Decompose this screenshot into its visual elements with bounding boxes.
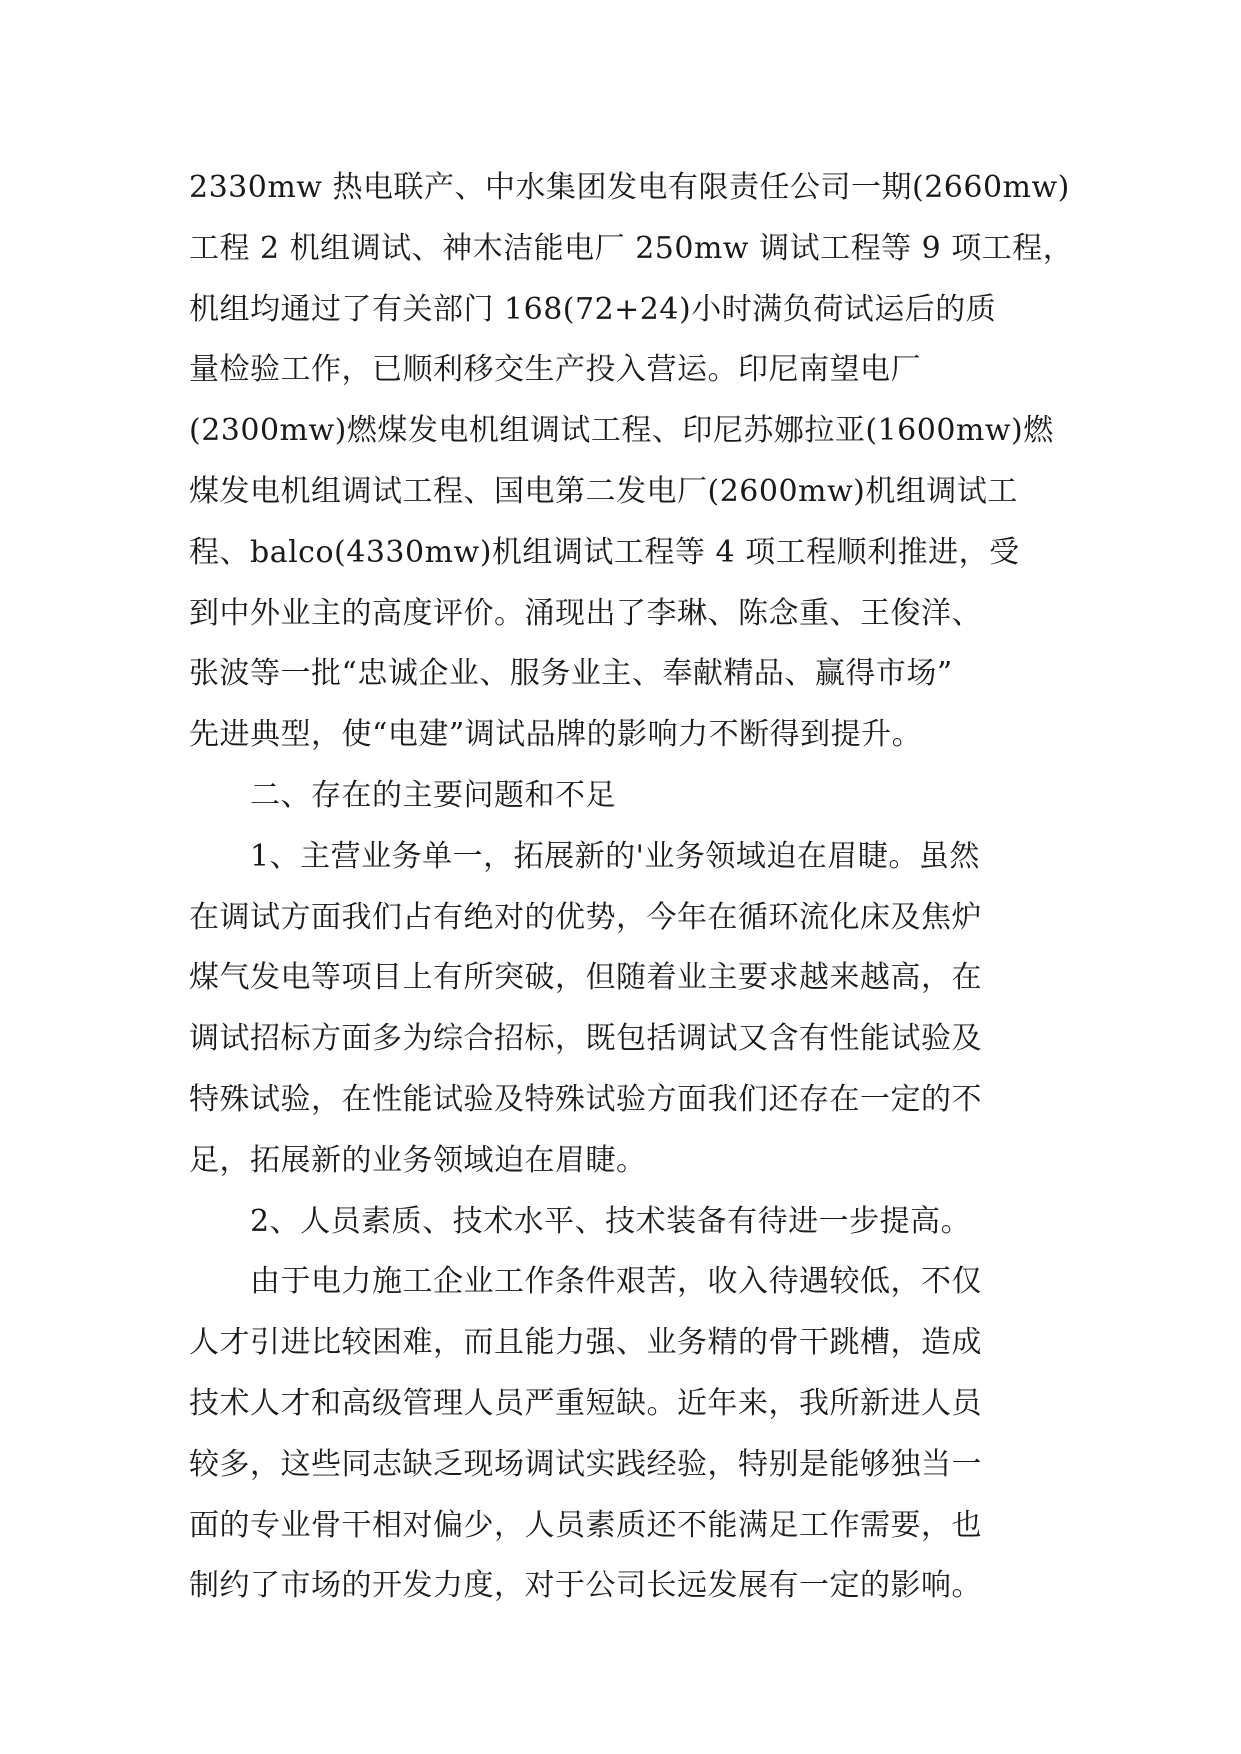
text-line: 到中外业主的高度评价。涌现出了李琳、陈念重、王俊洋、 xyxy=(189,595,982,631)
text-line: 机组均通过了有关部门 168(72+24)小时满负荷试运后的质 xyxy=(189,291,997,327)
text-line: 张波等一批“忠诚企业、服务业主、奉献精品、赢得市场” xyxy=(189,656,953,692)
text-line: 调试招标方面多为综合招标，既包括调试又含有性能试验及 xyxy=(189,1021,982,1057)
body-text xyxy=(189,158,1074,1617)
text-line: 由于电力施工企业工作条件艰苦，收入待遇较低，不仅 xyxy=(189,1264,982,1300)
text-line: 技术人才和高级管理人员严重短缺。近年来，我所新进人员 xyxy=(189,1385,982,1421)
text-line: 制约了市场的开发力度，对于公司长远发展有一定的影响。 xyxy=(189,1568,982,1604)
text-line: 特殊试验，在性能试验及特殊试验方面我们还存在一定的不 xyxy=(189,1081,982,1117)
text-line: 面的专业骨干相对偏少，人员素质还不能满足工作需要，也 xyxy=(189,1507,982,1543)
text-line: 人才引进比较困难，而且能力强、业务精的骨干跳槽，造成 xyxy=(189,1325,982,1361)
text-line: 工程 2 机组调试、神木洁能电厂 250mw 调试工程等 9 项工程， xyxy=(189,230,1074,266)
text-line: 较多，这些同志缺乏现场调试实践经验，特别是能够独当一 xyxy=(189,1446,982,1482)
text-line: 量检验工作，已顺利移交生产投入营运。印尼南望电厂 xyxy=(189,352,921,388)
text-line: 在调试方面我们占有绝对的优势，今年在循环流化床及焦炉 xyxy=(189,899,982,935)
text-line: 先进典型，使“电建”调试品牌的影响力不断得到提升。 xyxy=(189,717,923,753)
text-line: 足，拓展新的业务领域迫在眉睫。 xyxy=(189,1142,647,1178)
section-heading: 二、存在的主要问题和不足 xyxy=(189,777,616,813)
text-line: 程、balco(4330mw)机组调试工程等 4 项工程顺利推进，受 xyxy=(189,534,1020,570)
text-line: 煤气发电等项目上有所突破，但随着业主要求越来越高，在 xyxy=(189,960,982,996)
text-line: 煤发电机组调试工程、国电第二发电厂(2600mw)机组调试工 xyxy=(189,473,1018,509)
section-subheading: 2、人员素质、技术水平、技术装备有待进一步提高。 xyxy=(189,1203,972,1239)
text-line: 1、主营业务单一，拓展新的'业务领域迫在眉睫。虽然 xyxy=(189,838,980,874)
text-line: 2330mw 热电联产、中水集团发电有限责任公司一期(2660mw) xyxy=(189,170,1070,205)
text-line: (2300mw)燃煤发电机组调试工程、印尼苏娜拉亚(1600mw)燃 xyxy=(189,413,1054,449)
